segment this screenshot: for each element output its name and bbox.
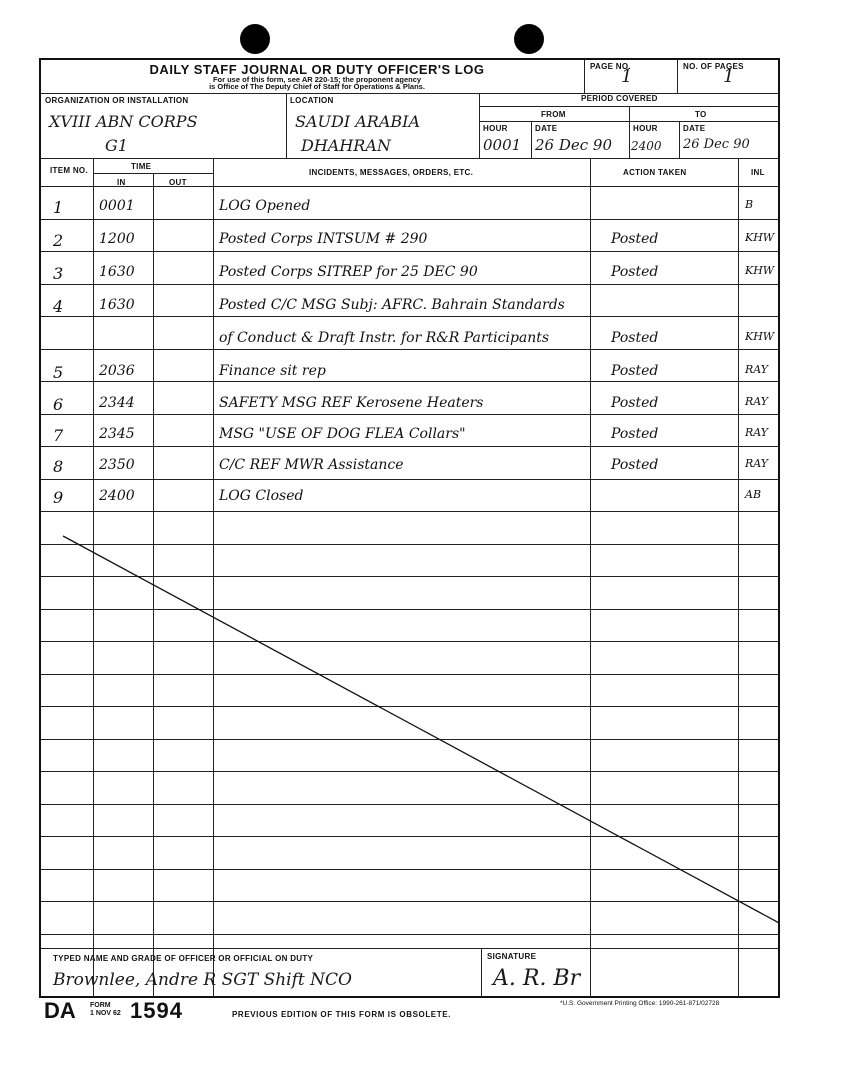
item-no-header: ITEM NO. — [50, 166, 88, 175]
action-taken: Posted — [611, 395, 659, 411]
incident-text: LOG Opened — [219, 198, 311, 214]
footer-form-word — [90, 1002, 121, 1018]
location-line2: DHAHRAN — [301, 136, 391, 155]
location-line1: SAUDI ARABIA — [295, 112, 421, 131]
inl-initials: RAY — [745, 457, 769, 470]
organization-line2: G1 — [105, 136, 128, 155]
action-taken: Posted — [611, 264, 659, 280]
form-subtitle-1: For use of this form, see AR 220-15; the proponent agency — [212, 75, 422, 84]
to-date-value: 26 Dec 90 — [683, 137, 750, 152]
inl-initials: KHW — [745, 330, 775, 343]
incident-text: Posted Corps INTSUM # 290 — [219, 231, 428, 247]
incident-text: Posted Corps SITREP for 25 DEC 90 — [219, 264, 478, 280]
time-in-header: IN — [117, 178, 126, 187]
from-hour-label: HOUR — [483, 124, 508, 133]
previous-edition-note: PREVIOUS EDITION OF THIS FORM IS OBSOLETE. — [232, 1010, 451, 1019]
to-date-label: DATE — [683, 124, 706, 133]
action-taken: Posted — [611, 231, 659, 247]
location-label: LOCATION — [290, 96, 334, 105]
item-no: 9 — [53, 488, 64, 507]
to-hour-value: 2400 — [631, 139, 662, 153]
incidents-header: INCIDENTS, MESSAGES, ORDERS, ETC. — [309, 168, 474, 177]
footer-form-date: 1 NOV 62 — [90, 1010, 121, 1017]
action-taken: Posted — [611, 457, 659, 473]
item-no: 6 — [53, 395, 64, 414]
time-in: 2344 — [99, 395, 135, 411]
from-date-value: 26 Dec 90 — [535, 136, 613, 154]
inl-initials: KHW — [745, 264, 775, 277]
incident-text: C/C REF MWR Assistance — [219, 457, 404, 473]
inl-initials: RAY — [745, 395, 769, 408]
signature-label: SIGNATURE — [487, 952, 537, 961]
name-grade-label: TYPED NAME AND GRADE OF OFFICER OR OFFICIAL ON DUTY — [53, 954, 314, 963]
form-subtitle-2: is Office of The Deputy Chief of Staff for Operations & Plans. — [209, 82, 425, 91]
action-taken: Posted — [611, 426, 659, 442]
no-of-pages-label: NO. OF PAGES — [683, 62, 744, 71]
page-no-value: 1 — [621, 66, 633, 87]
time-in: 1630 — [99, 297, 135, 313]
incident-text: LOG Closed — [219, 488, 304, 504]
incident-text: Finance sit rep — [219, 363, 326, 379]
organization-label: ORGANIZATION OR INSTALLATION — [45, 96, 189, 105]
incident-text: Posted C/C MSG Subj: AFRC. Bahrain Standards — [219, 297, 565, 313]
incident-text: of Conduct & Draft Instr. for R&R Participants — [219, 330, 550, 346]
inl-initials: B — [745, 198, 754, 211]
item-no: 4 — [53, 297, 64, 316]
officer-name: Brownlee, Andre R SGT Shift NCO — [53, 970, 352, 990]
journal-form — [39, 58, 780, 998]
time-in: 2400 — [99, 488, 135, 504]
action-taken: Posted — [611, 363, 659, 379]
time-in: 1200 — [99, 231, 135, 247]
time-in: 0001 — [99, 198, 135, 214]
item-no: 7 — [53, 426, 64, 445]
item-no: 8 — [53, 457, 64, 476]
inl-initials: RAY — [745, 363, 769, 376]
footer-form-number: 1594 — [130, 998, 183, 1023]
inl-initials: AB — [745, 488, 762, 501]
signature: A. R. Br — [493, 966, 581, 991]
time-in: 2036 — [99, 363, 135, 379]
void-diagonal-line — [41, 60, 778, 998]
from-hour-value: 0001 — [483, 136, 522, 154]
footer-da: DA — [44, 998, 76, 1023]
time-in: 2350 — [99, 457, 135, 473]
from-label: FROM — [541, 110, 566, 119]
time-in: 2345 — [99, 426, 135, 442]
time-in: 1630 — [99, 264, 135, 280]
period-covered-label: PERIOD COVERED — [581, 94, 658, 103]
from-date-label: DATE — [535, 124, 558, 133]
time-out-header: OUT — [169, 178, 187, 187]
to-label: TO — [695, 110, 707, 119]
gpo-imprint: *U.S. Government Printing Office: 1990-261-871/02728 — [560, 1000, 720, 1007]
punch-hole-right — [514, 24, 544, 54]
organization-line1: XVIII ABN CORPS — [49, 112, 198, 131]
action-taken: Posted — [611, 330, 659, 346]
inl-initials: KHW — [745, 231, 775, 244]
time-header: TIME — [131, 162, 152, 171]
to-hour-label: HOUR — [633, 124, 658, 133]
footer-form-label: FORM — [90, 1002, 111, 1009]
inl-initials: RAY — [745, 426, 769, 439]
action-taken-header: ACTION TAKEN — [623, 168, 687, 177]
incident-text: SAFETY MSG REF Kerosene Heaters — [219, 395, 484, 411]
form-title: DAILY STAFF JOURNAL OR DUTY OFFICER'S LOG — [149, 62, 485, 77]
incident-text: MSG "USE OF DOG FLEA Collars" — [219, 426, 466, 442]
inl-header: INL — [751, 168, 765, 177]
item-no: 5 — [53, 363, 64, 382]
no-of-pages-value: 1 — [723, 66, 735, 87]
item-no: 3 — [53, 264, 64, 283]
item-no: 2 — [53, 231, 64, 250]
page-no-label: PAGE NO. — [590, 62, 631, 71]
item-no: 1 — [53, 198, 64, 217]
punch-hole-left — [240, 24, 270, 54]
